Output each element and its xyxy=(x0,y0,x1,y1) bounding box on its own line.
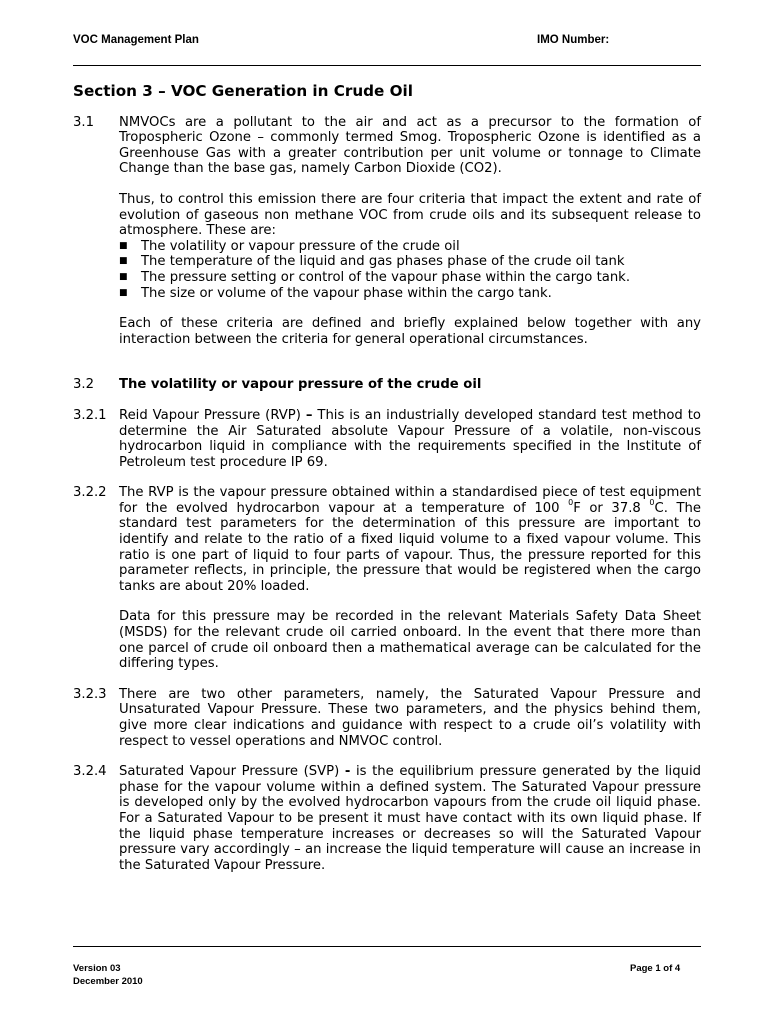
header-title: VOC Management Plan xyxy=(73,34,199,46)
document-body xyxy=(73,84,701,873)
paragraph-3-2-2 xyxy=(73,485,701,672)
term-definition: is the equilibrium pressure generated by the liquid phase for the vapour volume within a defined system. The Saturated Vapour pressure is developed only by the evolved hydrocarbon vapours from the crude oil liquid phase. For a Saturated Vapour to be present it must have contact with its own liquid phase. If the liquid phase temperature increases or decreases so will the Saturated Vapour pressure vary accordingly – an increase the liquid temperature will cause an increase in the Saturated Vapour Pressure. xyxy=(119,764,701,873)
footer-divider xyxy=(73,946,701,947)
paragraph-text: Thus, to control this emission there are four criteria that impact the extent and rate of evolution of gaseous non methane VOC from crude oils and its subsequent release to atmosphere. These are: xyxy=(119,191,701,239)
paragraph-3-2-1 xyxy=(73,408,701,470)
text-run: The RVP is the vapour pressure obtained within a standardised piece of test equipment for the evolved hydrocarbon vapour at a temperature of 100 xyxy=(119,485,701,516)
list-item xyxy=(119,254,701,270)
term-lead: Saturated Vapour Pressure (SVP) xyxy=(119,764,345,780)
paragraph-3-2-3 xyxy=(73,687,701,749)
list-item xyxy=(119,270,701,286)
list-item xyxy=(119,239,701,255)
section-title: Section 3 – VOC Generation in Crude Oil xyxy=(73,82,413,100)
term-lead: Reid Vapour Pressure (RVP) xyxy=(119,407,306,423)
header-divider xyxy=(73,65,701,66)
list-item-text: The volatility or vapour pressure of the crude oil xyxy=(141,238,460,254)
header-imo-number: IMO Number: xyxy=(537,34,610,46)
bullet-icon: ■ xyxy=(119,287,128,298)
criteria-list xyxy=(119,239,701,301)
clause-number: 3.2.4 xyxy=(73,764,107,780)
text-run: C. The standard test parameters for the determination of this pressure are important to identify and relate to the ratio of a fixed liquid volume to a fixed vapour volume. This ratio is one part of liquid to four parts of vapour. Thus, the pressure reported for this parameter reflects, in principle, the pressure that would be registered when the cargo tanks are about 20% loaded. xyxy=(119,500,701,594)
term-definition: This is an industrially developed standard test method to determine the Air Saturated absolute Vapour Pressure of a volatile, non-viscous hydrocarbon liquid in compliance with the requirements specified in the Institute of Petroleum test procedure IP 69. xyxy=(119,407,701,470)
paragraph-3-2-4 xyxy=(73,764,701,873)
paragraph-3-1 xyxy=(73,115,701,348)
clause-number: 3.1 xyxy=(73,114,94,130)
clause-number: 3.2.1 xyxy=(73,407,107,423)
list-item-text: The pressure setting or control of the vapour phase within the cargo tank. xyxy=(141,269,631,285)
term-dash: – xyxy=(305,407,313,423)
list-item xyxy=(119,286,701,302)
subsection-title: The volatility or vapour pressure of the crude oil xyxy=(119,377,482,393)
term-dash: - xyxy=(344,764,351,780)
clause-number: 3.2.3 xyxy=(73,686,107,702)
clause-number: 3.2 xyxy=(73,377,94,393)
paragraph-text: Data for this pressure may be recorded in the relevant Materials Safety Data Sheet (MSDS) for the relevant crude oil carried onboard. In the event that there more than one parcel of crude oil onboard then a mathematical average can be calculated for the differing types. xyxy=(119,609,701,672)
paragraph-text xyxy=(119,408,701,470)
footer-date: December 2010 xyxy=(73,976,143,987)
bullet-icon: ■ xyxy=(119,256,128,267)
paragraph-text xyxy=(119,764,701,873)
paragraph-text: There are two other parameters, namely, the Saturated Vapour Pressure and Unsaturated Vapour Pressure. These two parameters, and the physics behind them, give more clear indications and guidance with respect to a crude oil’s volatility with respect to vessel operations and NMVOC control. xyxy=(119,686,701,749)
paragraph-text: Each of these criteria are defined and briefly explained below together with any interaction between the criteria for general operational circumstances. xyxy=(119,316,701,347)
footer-page-number: Page 1 of 4 xyxy=(630,963,681,974)
paragraph-text xyxy=(119,485,701,594)
superscript: 0 xyxy=(649,498,655,508)
bullet-icon: ■ xyxy=(119,271,128,282)
text-run: F or 37.8 xyxy=(573,500,650,516)
paragraph-text: NMVOCs are a pollutant to the air and act as a precursor to the formation of Tropospheric Ozone – commonly termed Smog. Tropospheric Ozone is identified as a Greenhouse Gas with a greater contribution per unit volume or tonnage to Climate Change than the base gas, namely Carbon Dioxide (CO2). xyxy=(119,114,701,177)
subsection-3-2-heading xyxy=(73,377,701,393)
footer-version: Version 03 xyxy=(73,963,121,974)
bullet-icon: ■ xyxy=(119,240,128,251)
list-item-text: The size or volume of the vapour phase within the cargo tank. xyxy=(141,285,552,301)
superscript: 0 xyxy=(568,498,574,508)
clause-number: 3.2.2 xyxy=(73,485,107,501)
list-item-text: The temperature of the liquid and gas phases phase of the crude oil tank xyxy=(141,254,625,270)
